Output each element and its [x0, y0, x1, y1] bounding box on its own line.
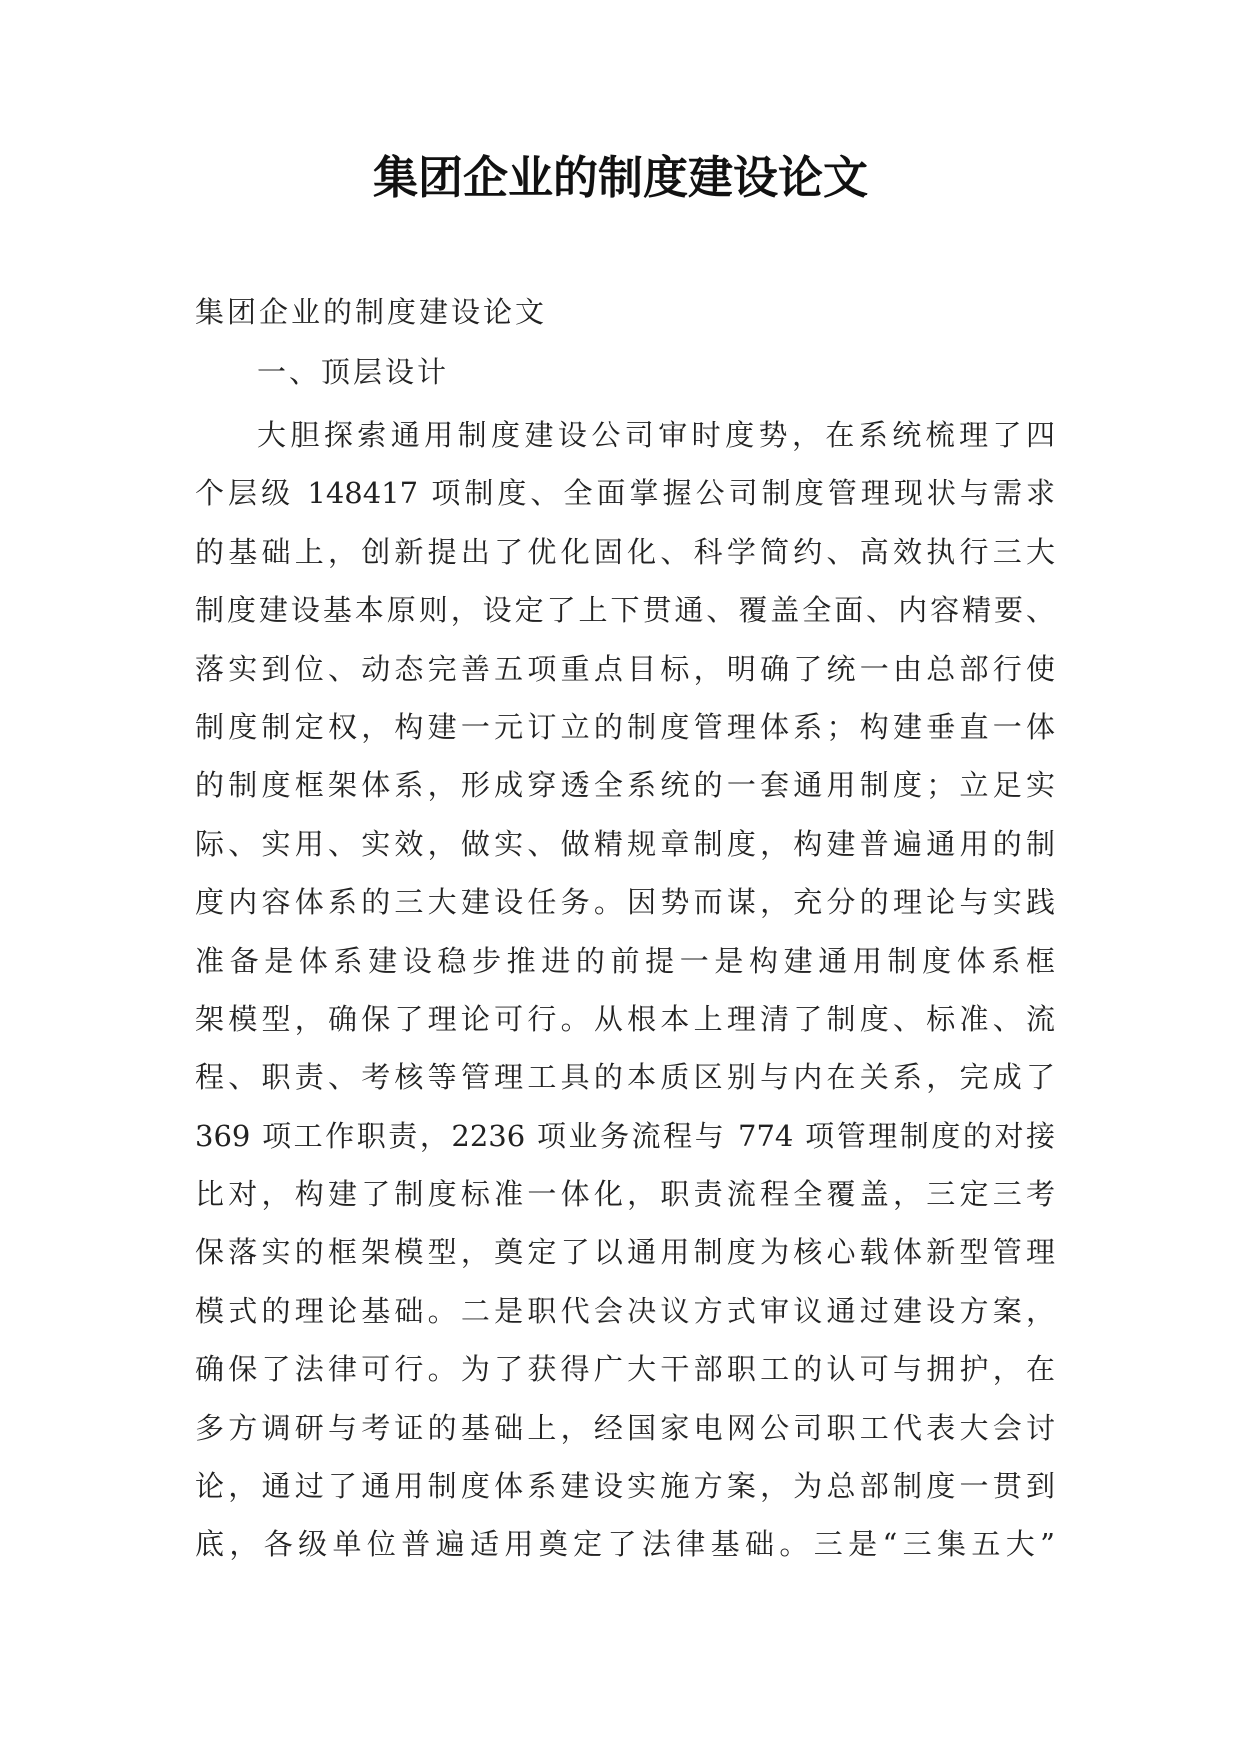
paragraph-line: 多方调研与考证的基础上，经国家电网公司职工代表大会讨: [195, 1410, 1055, 1445]
document-subtitle: 集团企业的制度建设论文: [195, 295, 548, 329]
paragraph-line: 确保了法律可行。为了获得广大干部职工的认可与拥护，在: [195, 1352, 1055, 1387]
document-title: 集团企业的制度建设论文: [372, 151, 868, 204]
section-heading: 一、顶层设计: [257, 355, 450, 389]
paragraph-line: 度内容体系的三大建设任务。因势而谋，充分的理论与实践: [195, 885, 1055, 920]
paragraph-line: 模式的理论基础。二是职代会决议方式审议通过建设方案，: [195, 1293, 1055, 1328]
paragraph-line: 制度建设基本原则，设定了上下贯通、覆盖全面、内容精要、: [195, 593, 1055, 628]
paragraph-line: 的制度框架体系，形成穿透全系统的一套通用制度；立足实: [195, 768, 1055, 803]
paragraph-line: 准备是体系建设稳步推进的前提一是构建通用制度体系框: [195, 943, 1055, 978]
paragraph-line: 际、实用、实效，做实、做精规章制度，构建普遍通用的制: [195, 826, 1055, 861]
paragraph-line: 个层级 148417 项制度、全面掌握公司制度管理现状与需求: [195, 476, 1055, 511]
paragraph-line: 架模型，确保了理论可行。从根本上理清了制度、标准、流: [195, 1001, 1055, 1036]
paragraph-line: 底，各级单位普遍适用奠定了法律基础。三是“三集五大”: [195, 1527, 1055, 1562]
paragraph-line: 大胆探索通用制度建设公司审时度势，在系统梳理了四: [257, 418, 1055, 452]
paragraph-line: 369 项工作职责，2236 项业务流程与 774 项管理制度的对接: [195, 1118, 1055, 1153]
paragraph-line: 落实到位、动态完善五项重点目标，明确了统一由总部行使: [195, 651, 1055, 686]
paragraph-line: 论，通过了通用制度体系建设实施方案，为总部制度一贯到: [195, 1469, 1055, 1504]
paragraph-line: 程、职责、考核等管理工具的本质区别与内在关系，完成了: [195, 1060, 1055, 1095]
paragraph-line: 制度制定权，构建一元订立的制度管理体系；构建垂直一体: [195, 709, 1055, 744]
paragraph-line: 比对，构建了制度标准一体化，职责流程全覆盖，三定三考: [195, 1177, 1055, 1212]
body-paragraph: [195, 406, 1055, 1574]
paragraph-line: 的基础上，创新提出了优化固化、科学简约、高效执行三大: [195, 534, 1055, 569]
paragraph-line: 保落实的框架模型，奠定了以通用制度为核心载体新型管理: [195, 1235, 1055, 1270]
